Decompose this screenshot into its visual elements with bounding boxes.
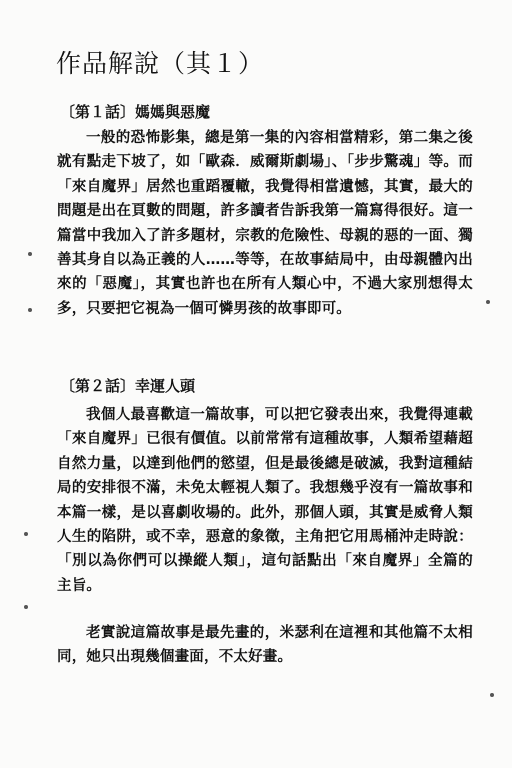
section-heading-episode-2: 〔第２話〕幸運人頭 xyxy=(60,377,196,395)
scan-speck xyxy=(24,605,28,609)
scan-speck xyxy=(28,252,32,256)
scan-speck xyxy=(490,693,494,697)
page-title: 作品解說（其１） xyxy=(56,49,265,78)
section-heading-episode-1: 〔第１話〕媽媽與惡魔 xyxy=(60,103,211,121)
scan-speck xyxy=(486,300,490,304)
scan-speck xyxy=(28,308,32,312)
paragraph-episode-2-second: 老實說這篇故事是最先畫的，米瑟利在這裡和其他篇不太相同，她只出現幾個畫面，不太好畫。 xyxy=(57,625,473,666)
scan-speck xyxy=(24,532,28,536)
paragraph-episode-1: 一般的恐怖影集，總是第一集的內容相當精彩，第二集之後就有點走下坡了，如「歐森．威爾斯劇場」、「步步驚魂」等。而「來自魔界」居然也重蹈覆轍，我覺得相當遺憾，其實，最大的問題是出在頁數的問題，許多讀者告訴我第一篇寫得很好。這一篇當中我加入了許多題材，宗教的危險性、母親的惡的一面、獨善其身自以為正義的人……等等，在故事結局中，由母親體內出來的「惡魔」，其實也許也在所有人類心中，不過大家別想得太多，只要把它視為一個可憐男孩的故事即可。 xyxy=(57,130,473,317)
paragraph-episode-2-first: 我個人最喜歡這一篇故事，可以把它發表出來，我覺得連載「來自魔界」已很有價值。以前常常有這種故事，人類希望藉超自然力量，以達到他們的慾望，但是最後總是破滅，我對這種結局的安排很不滿，未免太輕視人類了。我想幾乎沒有一篇故事和本篇一樣，是以喜劇收場的。此外，那個人頭，其實是威脅人類人生的陷阱，或不幸，惡意的象徵，主角把它用馬桶沖走時說：「別以為你們可以操縱人類」，這句話點出「來自魔界」全篇的主旨。 xyxy=(57,407,473,594)
